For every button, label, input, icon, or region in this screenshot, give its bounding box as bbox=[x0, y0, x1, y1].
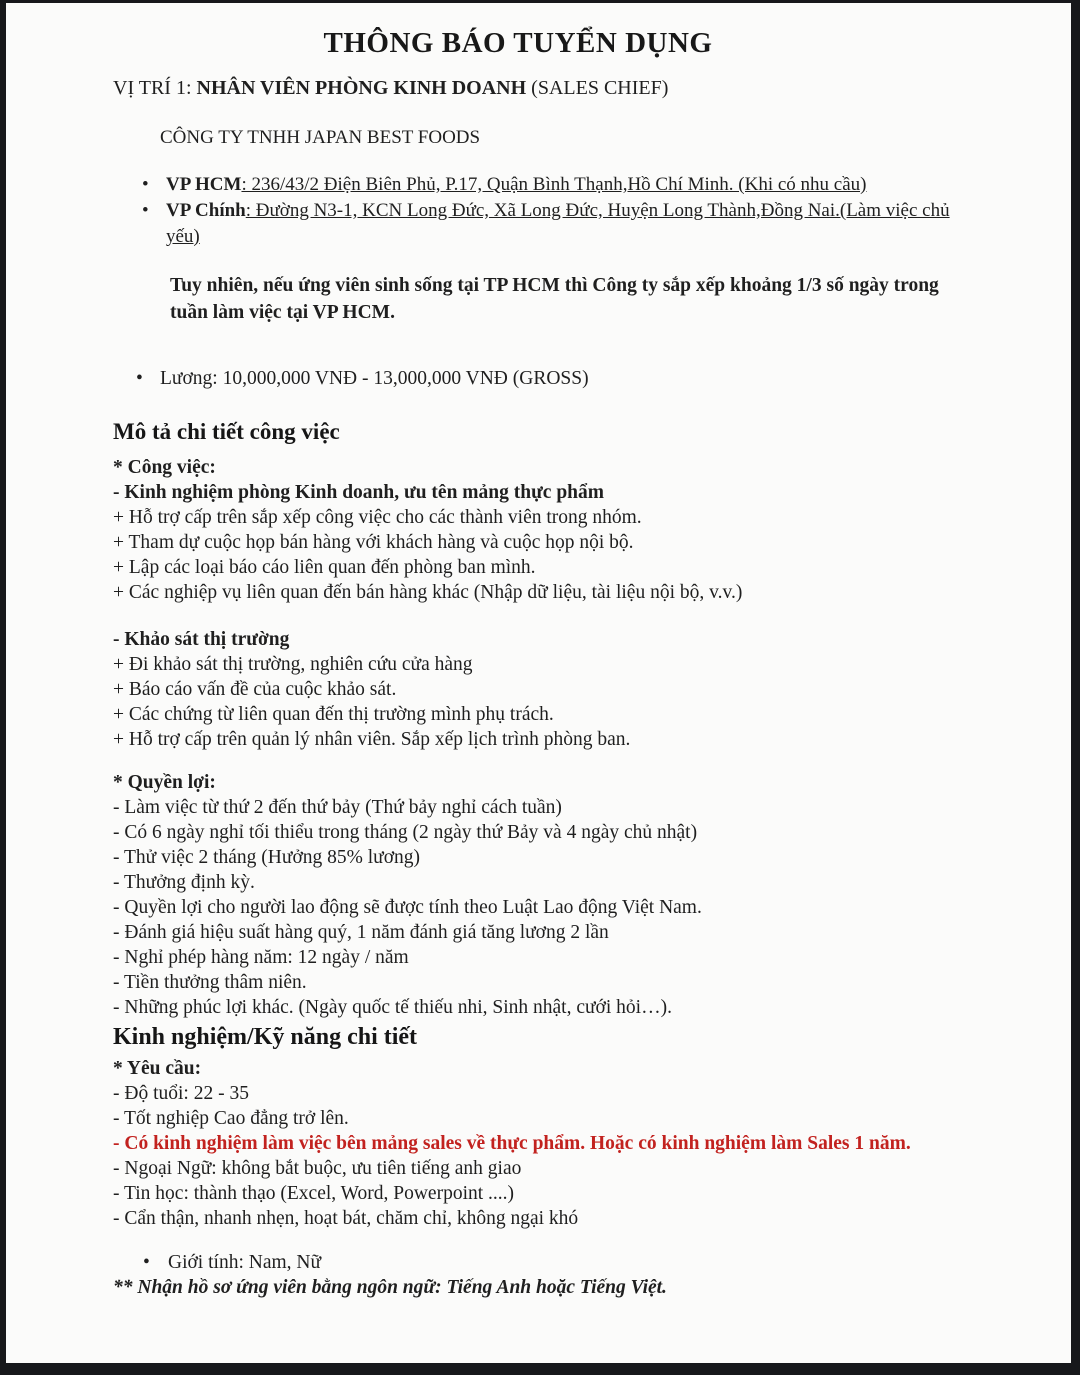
position-suffix: (SALES CHIEF) bbox=[526, 77, 669, 99]
benefit-item: - Có 6 ngày nghỉ tối thiểu trong tháng (2 ngày thứ Bảy và 4 ngày chủ nhật) bbox=[113, 822, 698, 843]
footer-note: ** Nhận hồ sơ ứng viên bằng ngôn ngữ: Tiếng Anh hoặc Tiếng Việt. bbox=[113, 1277, 667, 1298]
office-item bbox=[113, 172, 963, 198]
requirement-highlight: - Có kinh nghiệm làm việc bên mảng sales về thực phẩm. Hoặc có kinh nghiệm làm Sales 1 năm. bbox=[113, 1133, 911, 1154]
bullet-icon: • bbox=[143, 1252, 150, 1273]
office-item bbox=[113, 198, 963, 250]
survey-item: + Đi khảo sát thị trường, nghiên cứu cửa hàng bbox=[113, 654, 473, 675]
benefit-item: - Nghỉ phép hàng năm: 12 ngày / năm bbox=[113, 947, 409, 968]
salary-text: Lương: 10,000,000 VNĐ - 13,000,000 VNĐ (GROSS) bbox=[160, 368, 589, 389]
survey-item-list bbox=[113, 652, 963, 752]
office-address: : Đường N3-1, KCN Long Đức, Xã Long Đức, Huyện Long Thành,Đồng Nai.(Làm việc chủ yếu) bbox=[166, 200, 950, 247]
salary-row bbox=[113, 366, 963, 392]
work-item: + Các nghiệp vụ liên quan đến bán hàng khác (Nhập dữ liệu, tài liệu nội bộ, v.v.) bbox=[113, 582, 743, 603]
requirement-item: - Độ tuổi: 22 - 35 bbox=[113, 1083, 249, 1104]
requirement-item: - Cẩn thận, nhanh nhẹn, hoạt bát, chăm chỉ, không ngại khó bbox=[113, 1208, 579, 1229]
requirements-list-top bbox=[113, 1081, 963, 1131]
office-list bbox=[113, 172, 963, 250]
work-item-list bbox=[113, 505, 963, 605]
skills-heading: Kinh nghiệm/Kỹ năng chi tiết bbox=[113, 1024, 418, 1050]
gender-text: Giới tính: Nam, Nữ bbox=[168, 1252, 322, 1273]
requirement-item: - Tin học: thành thạo (Excel, Word, Powerpoint ....) bbox=[113, 1183, 515, 1204]
benefit-item: - Tiền thưởng thâm niên. bbox=[113, 972, 307, 993]
benefits-item-list bbox=[113, 795, 963, 1020]
survey-item: + Hỗ trợ cấp trên quản lý nhân viên. Sắp xếp lịch trình phòng ban. bbox=[113, 729, 631, 750]
position-prefix: VỊ TRÍ 1: bbox=[113, 77, 197, 99]
requirement-item: - Ngoại Ngữ: không bắt buộc, ưu tiên tiếng anh giao bbox=[113, 1158, 522, 1179]
office-label: VP HCM bbox=[166, 174, 242, 195]
office-address: : 236/43/2 Điện Biên Phủ, P.17, Quận Bình Thạnh,Hồ Chí Minh. (Khi có nhu cầu) bbox=[241, 174, 867, 195]
job-description-heading: Mô tả chi tiết công việc bbox=[113, 419, 340, 444]
survey-title: - Khảo sát thị trường bbox=[113, 629, 290, 650]
company-name: CÔNG TY TNHH JAPAN BEST FOODS bbox=[160, 127, 481, 148]
benefits-title: * Quyền lợi: bbox=[113, 772, 216, 793]
position-line bbox=[113, 76, 963, 100]
benefit-item: - Thử việc 2 tháng (Hưởng 85% lương) bbox=[113, 847, 421, 868]
requirements-list-bottom bbox=[113, 1156, 963, 1231]
work-lead: - Kinh nghiệm phòng Kinh doanh, ưu tên mảng thực phẩm bbox=[113, 482, 605, 503]
bullet-icon: • bbox=[136, 368, 143, 389]
benefit-item: - Những phúc lợi khác. (Ngày quốc tế thiếu nhi, Sinh nhật, cưới hỏi…). bbox=[113, 997, 672, 1018]
position-role: NHÂN VIÊN PHÒNG KINH DOANH bbox=[196, 77, 527, 99]
document-page bbox=[6, 3, 1071, 1363]
office-label: VP Chính bbox=[166, 200, 246, 221]
document-title: THÔNG BÁO TUYỂN DỤNG bbox=[323, 27, 713, 59]
survey-item: + Báo cáo vấn đề của cuộc khảo sát. bbox=[113, 679, 397, 700]
requirement-item: - Tốt nghiệp Cao đẳng trở lên. bbox=[113, 1108, 349, 1129]
requirements-title: * Yêu cầu: bbox=[113, 1058, 202, 1079]
benefit-item: - Làm việc từ thứ 2 đến thứ bảy (Thứ bảy nghỉ cách tuần) bbox=[113, 797, 562, 818]
work-item: + Tham dự cuộc họp bán hàng với khách hàng và cuộc họp nội bộ. bbox=[113, 532, 634, 553]
hcm-note: Tuy nhiên, nếu ứng viên sinh sống tại TP HCM thì Công ty sắp xếp khoảng 1/3 số ngày trong tuần làm việc tại VP HCM. bbox=[170, 275, 939, 323]
bullet-icon: • bbox=[142, 174, 149, 195]
survey-item: + Các chứng từ liên quan đến thị trường mình phụ trách. bbox=[113, 704, 554, 725]
benefit-item: - Thưởng định kỳ. bbox=[113, 872, 255, 893]
work-title: * Công việc: bbox=[113, 457, 216, 478]
work-item: + Hỗ trợ cấp trên sắp xếp công việc cho các thành viên trong nhóm. bbox=[113, 507, 642, 528]
bullet-icon: • bbox=[142, 200, 149, 221]
benefit-item: - Quyền lợi cho người lao động sẽ được tính theo Luật Lao động Việt Nam. bbox=[113, 897, 702, 918]
gender-row bbox=[113, 1250, 963, 1275]
benefit-item: - Đánh giá hiệu suất hàng quý, 1 năm đánh giá tăng lương 2 lần bbox=[113, 922, 609, 943]
work-item: + Lập các loại báo cáo liên quan đến phòng ban mình. bbox=[113, 557, 536, 578]
